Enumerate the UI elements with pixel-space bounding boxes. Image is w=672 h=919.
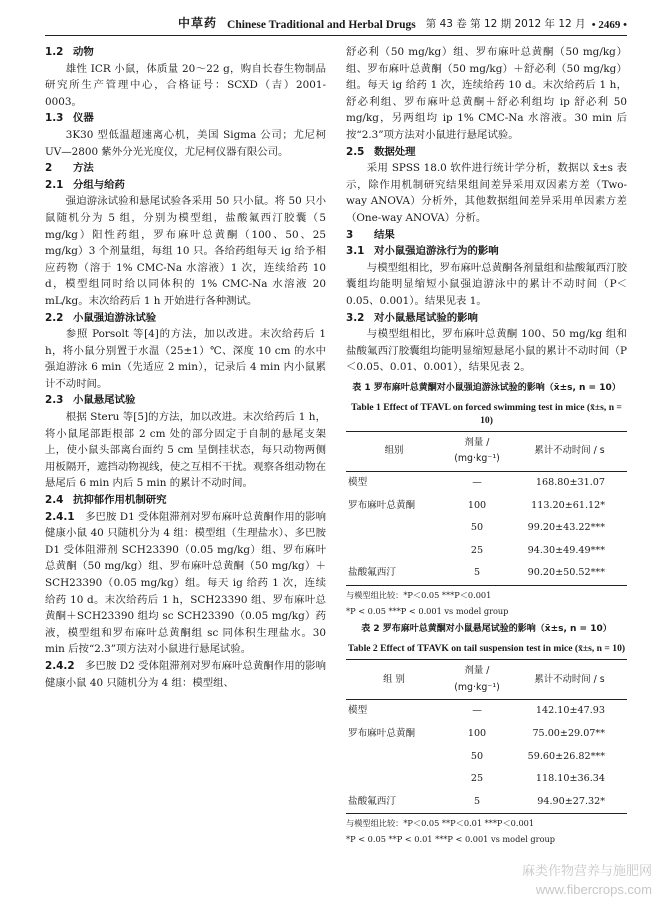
paragraph: 与模型组相比，罗布麻叶总黄酮 100、50 mg/kg 组和盐酸氟西汀胶囊组均能明显缩短悬尾小鼠的累计不动时间（P＜0.05、0.01、0.001），结果见表 2。	[346, 328, 627, 374]
table-cell	[346, 540, 442, 563]
section-heading: 3.2 对小鼠悬尾试验的影响	[346, 311, 478, 324]
table-cell: 5	[473, 567, 481, 579]
section-heading: 1.2 动物	[45, 46, 94, 58]
paragraph: 采用 SPSS 18.0 软件进行统计学分析，数据以 x̄±s 表示，除作用机制研究结果组间差异采用双因素方差（Two-way ANOVA）分析外，其他数据组间差异采用单因素方差（One-way ANOVA）分析。	[346, 162, 627, 224]
table-row	[346, 723, 627, 746]
table-cell: 25	[470, 544, 484, 556]
journal-name: Chinese Traditional and Herbal Drugs	[227, 19, 416, 31]
table1	[346, 431, 627, 586]
table-cell: 5	[473, 795, 481, 807]
table-cell	[346, 768, 442, 791]
section-heading: 2.4 抗抑郁作用机制研究	[45, 494, 167, 507]
table-row	[346, 791, 627, 814]
table-cell: 142.10±47.93	[535, 705, 605, 717]
table1-caption-en: Table 1 Effect of TFAVL on forced swimming test in mice (x̄±s, n = 10)	[351, 401, 622, 426]
column-header: 累计不动时间 / s	[534, 673, 605, 685]
table1-note-en: *P < 0.05 ***P < 0.001 vs model group	[346, 605, 509, 616]
table-cell: 25	[470, 773, 484, 785]
column-header: 组 别	[383, 673, 405, 685]
table-row	[346, 562, 627, 585]
table-cell: 94.90±27.32*	[537, 795, 605, 807]
section-heading: 2.1 分组与给药	[45, 178, 125, 191]
table-row	[346, 746, 627, 769]
table-row	[346, 768, 627, 791]
watermark-url: www.fibercrops.com	[535, 882, 652, 897]
table-cell: 90.20±50.52***	[527, 567, 605, 579]
table2-caption-cn: 表 2 罗布麻叶总黄酮对小鼠悬尾试验的影响（x̄±s, n = 10）	[361, 624, 612, 635]
table-cell: —	[472, 705, 482, 717]
table-cell: —	[472, 477, 482, 489]
paragraph: 根据 Steru 等[5]的方法，加以改进。末次给药后 1 h，将小鼠尾部距根部 2 cm 处的部分固定于自制的悬尾支架上，使小鼠头部离台面约 5 cm 呈倒挂状态，每只动物两侧用板隔开，遮挡动物视线，使之互相不干扰。观察各组动物在悬尾后 6 min 内后 5 min 的累计不动时间。	[45, 411, 326, 490]
table-cell: 盐酸氟西汀	[348, 795, 396, 807]
table-header-row	[346, 660, 627, 700]
page-number: • 2469 •	[591, 19, 627, 31]
table-cell: 模型	[348, 477, 368, 489]
section-heading: 2.3 小鼠悬尾试验	[45, 394, 136, 407]
table-cell: 模型	[348, 705, 368, 717]
table-cell: 75.00±29.07**	[532, 728, 605, 739]
table-cell: 168.80±31.07	[535, 477, 605, 489]
watermark-cn: 麻类作物营养与施肥网	[521, 864, 652, 879]
paragraph: 与模型组相比，罗布麻叶总黄酮各剂量组和盐酸氟西汀胶囊组均能明显缩短小鼠强迫游泳中的累计不动时间（P＜0.05、0.001）。结果见表 1。	[346, 261, 627, 307]
paragraph: 2.4.2 多巴胺 D2 受体阻滞剂对罗布麻叶总黄酮作用的影响 健康小鼠 40 只随机分为 4 组：模型组、	[45, 659, 327, 689]
journal-logo: 中草药	[178, 16, 218, 30]
table-row	[346, 495, 627, 518]
table2-note: 与模型组比较：*P＜0.05 **P＜0.01 ***P＜0.001	[346, 818, 535, 829]
table2-note-en: *P < 0.05 **P < 0.01 ***P < 0.001 vs model group	[346, 833, 556, 844]
table-cell: 罗布麻叶总黄酮	[348, 499, 416, 511]
table2	[346, 659, 627, 814]
running-header	[45, 14, 627, 36]
table1-note: 与模型组比较：*P＜0.05 ***P＜0.001	[346, 590, 492, 601]
paragraph: 舒必利（50 mg/kg）组、罗布麻叶总黄酮（50 mg/kg）组、罗布麻叶总黄酮（50 mg/kg）＋舒必利（50 mg/kg）组。每天 ig 给药 1 次，连续给药 10 d。末次给药后 1 h，舒必利组、罗布麻叶总黄酮＋舒必利组均 ip 舒必利 50 mg/kg，另两组均 ip 1% CMC-Na 水溶液。30 min 后按“2.3”项方法对小鼠进行悬尾试验。	[346, 46, 627, 141]
table-cell: 100	[467, 728, 487, 739]
table-cell: 59.60±26.82***	[527, 750, 605, 762]
paragraph: 2.4.1 多巴胺 D1 受体阻滞剂对罗布麻叶总黄酮作用的影响 健康小鼠 40 只随机分为 4 组：模型组（生理盐水）、多巴胺 D1 受体阻滞剂 SCH23390（0.05 mg/kg）组、罗布麻叶总黄酮（50 mg/kg）组、罗布麻叶总黄酮（50 mg/kg）＋SCH23390（0.05 mg/kg）组。每天 ig 给药 1 次，连续给药 10 d。末次给药后 1 h，SCH23390 组、罗布麻叶总黄酮＋SCH23390 组均 sc SCH23390（0.05 mg/kg）药液，模型组和罗布麻叶总黄酮组 sc 同体积生理盐水。30 min 后按“2.3”项方法对小鼠进行悬尾试验。	[45, 510, 327, 656]
table1-caption-cn: 表 1 罗布麻叶总黄酮对小鼠强迫游泳试验的影响（x̄±s, n = 10）	[352, 382, 621, 393]
table-cell	[346, 517, 442, 540]
column-header: 剂量 / (mg·kg⁻¹)	[454, 665, 500, 693]
table-row	[346, 700, 627, 723]
paragraph: 雄性 ICR 小鼠，体质量 20～22 g，购自长春生物制品研究所生产管理中心，合格证号：SCXD（吉）2001-0003。	[45, 62, 326, 108]
table-cell: 罗布麻叶总黄酮	[348, 728, 416, 739]
table-cell: 100	[467, 499, 487, 511]
section-heading: 3.1 对小鼠强迫游泳行为的影响	[346, 245, 499, 258]
right-column	[346, 44, 627, 846]
table-cell: 50	[470, 522, 484, 534]
column-header: 累计不动时间 / s	[534, 445, 605, 457]
table-cell	[346, 746, 442, 769]
table-row	[346, 472, 627, 495]
column-header: 剂量 / (mg·kg⁻¹)	[454, 436, 500, 465]
table-row	[346, 540, 627, 563]
left-column	[45, 44, 326, 691]
table-cell: 99.20±43.22***	[527, 522, 605, 534]
table-cell: 94.30±49.49***	[527, 544, 605, 556]
watermark	[522, 863, 652, 899]
section-heading: 2.5 数据处理	[346, 145, 416, 158]
paragraph: 3K30 型低温超速离心机，美国 Sigma 公司；尤尼柯 UV—2800 紫外分光光度仪，尤尼柯仪器有限公司。	[45, 128, 326, 158]
section-heading: 1.3 仪器	[45, 112, 94, 125]
table-row	[346, 517, 627, 540]
paragraph: 参照 Porsolt 等[4]的方法，加以改进。末次给药后 1 h，将小鼠分别置于水温（25±1）℃、深度 10 cm 的水中强迫游泳 6 min（先适应 2 min），记录后 4 min 内小鼠累计不动时间。	[45, 328, 326, 390]
table-cell: 50	[470, 750, 484, 762]
table-cell: 118.10±36.34	[535, 773, 605, 785]
section-heading: 2.2 小鼠强迫游泳试验	[45, 311, 157, 324]
table2-caption-en: Table 2 Effect of TFAVK on tail suspension test in mice (x̄±s, n = 10)	[347, 643, 626, 655]
section-heading: 2 方法	[45, 162, 94, 175]
table-cell: 盐酸氟西汀	[348, 567, 396, 579]
table-header-row	[346, 431, 627, 471]
column-header: 组别	[384, 445, 404, 457]
issue-info: 第 43 卷 第 12 期 2012 年 12 月	[425, 18, 586, 30]
table-cell: 113.20±61.12*	[531, 499, 605, 511]
section-heading: 3 结果	[346, 228, 395, 241]
paragraph: 强迫游泳试验和悬尾试验各采用 50 只小鼠。将 50 只小鼠随机分为 5 组，分别为模型组，盐酸氟西汀胶囊（5 mg/kg）阳性药组，罗布麻叶总黄酮（100、50、25 mg/kg）3 个剂量组，每组 10 只。各给药组每天 ig 给予相应药物（溶于 1% CMC-Na 水溶液）1 次，连续给药 10 d，模型组同时给以同体积的 1% CMC-Na 水溶液 20 mL/kg。末次给药后 1 h 开始进行各种测试。	[45, 195, 326, 307]
